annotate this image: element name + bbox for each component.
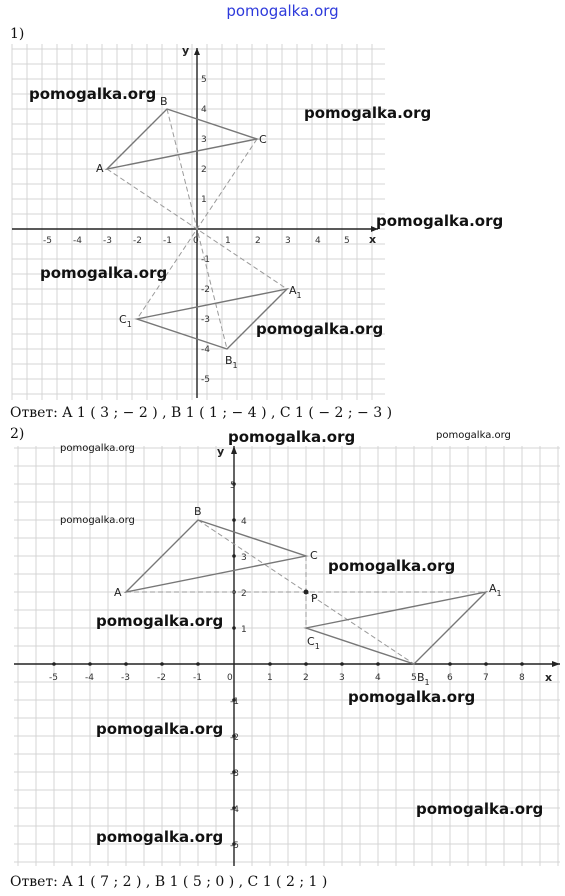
part2-x-tick-dot xyxy=(484,662,488,666)
part2-x-tick-dot xyxy=(304,662,308,666)
part2-x-tick-dot xyxy=(52,662,56,666)
part2-x-tick: 4 xyxy=(375,673,381,683)
part1-point-c1: $C_1$ xyxy=(119,313,132,329)
part2-diagram xyxy=(14,428,560,866)
part2-x-tick-dot xyxy=(376,662,380,666)
part2-y-tick: 1 xyxy=(241,625,247,635)
part1-number: 1) xyxy=(10,26,25,42)
part2-x-tick: 3 xyxy=(339,673,345,683)
part2-x-tick: 0 xyxy=(227,673,233,683)
part2-answer: Ответ: A 1 ( 7 ; 2 ) , B 1 ( 5 ; 0 ) , C 1 ( 2 ; 1 ) xyxy=(10,874,328,890)
part2-x-tick-dot xyxy=(268,662,272,666)
part1-watermark: pomogalka.org xyxy=(40,264,168,282)
part1-watermark: pomogalka.org xyxy=(256,320,384,338)
part2-watermark: pomogalka.org xyxy=(60,515,135,526)
part2-x-tick: 5 xyxy=(411,673,417,683)
part2-y-tick-dot xyxy=(232,626,236,630)
part2-watermark: pomogalka.org xyxy=(416,800,544,818)
part2-x-arrow xyxy=(552,661,560,667)
part2-y-tick: 3 xyxy=(241,553,247,563)
part2-x-tick-dot xyxy=(448,662,452,666)
part2-watermark: pomogalka.org xyxy=(96,720,224,738)
part1-y-tick: -1 xyxy=(201,255,210,265)
part2-y-tick: -5 xyxy=(230,841,239,851)
part1-x-tick: 4 xyxy=(315,236,321,246)
part2-x-tick-dot xyxy=(520,662,524,666)
part2-y-arrow xyxy=(231,446,237,454)
part2-point-c1: $C_1$ xyxy=(307,635,320,651)
part2-x-tick-dot xyxy=(196,662,200,666)
part1-point-b1: $B_1$ xyxy=(225,354,238,370)
part2-watermark: pomogalka.org xyxy=(228,428,356,446)
part1-x-tick: -1 xyxy=(163,236,172,246)
part1-y-tick: 2 xyxy=(201,165,207,175)
part2-x-tick: -2 xyxy=(157,673,166,683)
part2-y-tick: -4 xyxy=(230,805,239,815)
part2-watermark: pomogalka.org xyxy=(96,828,224,846)
part2-y-label: y xyxy=(217,445,225,458)
part2-x-tick: 7 xyxy=(483,673,489,683)
part1-x-tick: 1 xyxy=(225,236,231,246)
part1-point-a: A xyxy=(96,162,104,175)
part2-number: 2) xyxy=(10,426,25,442)
part1-point-a1: $A_1$ xyxy=(289,284,302,300)
part1-x-tick: -5 xyxy=(43,236,52,246)
part2-x-tick-dot xyxy=(124,662,128,666)
part1-y-tick: -4 xyxy=(201,345,210,355)
part2-watermark: pomogalka.org xyxy=(436,430,511,441)
part2-y-tick: 2 xyxy=(241,589,247,599)
part2-point-b: B xyxy=(194,505,202,518)
site-header[interactable]: pomogalka.org xyxy=(226,2,339,20)
part2-x-tick: 2 xyxy=(303,673,309,683)
part2-y-tick: 5 xyxy=(230,481,236,491)
part1-y-tick: 3 xyxy=(201,135,207,145)
part2-point-a: A xyxy=(114,586,122,599)
part1-point-b: B xyxy=(160,95,168,108)
part1-y-tick: -3 xyxy=(201,315,210,325)
part1-x-tick: 0 xyxy=(193,236,199,246)
part2-watermark: pomogalka.org xyxy=(60,443,135,454)
part1-y-label: y xyxy=(182,44,190,57)
part2-watermark: pomogalka.org xyxy=(348,688,476,706)
part1-x-tick: -4 xyxy=(73,236,82,246)
part1-y-tick: 1 xyxy=(201,195,207,205)
part2-point-p-marker xyxy=(304,590,309,595)
part2-x-tick-dot xyxy=(340,662,344,666)
part1-point-c: C xyxy=(259,133,267,146)
part1-x-tick: -3 xyxy=(103,236,112,246)
part1-x-tick: 5 xyxy=(344,236,350,246)
part1-x-tick: 3 xyxy=(285,236,291,246)
part2-y-tick: 4 xyxy=(241,517,247,527)
part2-y-tick: -3 xyxy=(230,769,239,779)
part1-watermark: pomogalka.org xyxy=(29,85,157,103)
part2-x-tick: -1 xyxy=(193,673,202,683)
part2-x-label: x xyxy=(545,671,553,684)
part2-point-p: P xyxy=(311,592,318,605)
part2-x-tick-dot xyxy=(160,662,164,666)
part1-y-tick: -5 xyxy=(201,375,210,385)
part2-point-c: C xyxy=(310,549,318,562)
part1-x-tick: -2 xyxy=(133,236,142,246)
part2-x-tick: 8 xyxy=(519,673,525,683)
part1-y-tick: -2 xyxy=(201,285,210,295)
part2-y-tick-dot xyxy=(232,518,236,522)
part2-point-b1: $B_1$ xyxy=(417,671,430,687)
part2-y-tick: -1 xyxy=(230,697,239,707)
part1-x-label: x xyxy=(369,233,377,246)
part2-watermark: pomogalka.org xyxy=(328,557,456,575)
part1-y-tick: 4 xyxy=(201,105,207,115)
part2-x-tick: -3 xyxy=(121,673,130,683)
part2-watermark: pomogalka.org xyxy=(96,612,224,630)
part2-y-tick: -2 xyxy=(230,733,239,743)
part1-diagram xyxy=(12,44,503,400)
part2-x-tick: -5 xyxy=(49,673,58,683)
part2-x-tick-dot xyxy=(88,662,92,666)
part1-watermark: pomogalka.org xyxy=(376,212,504,230)
part1-x-tick: 2 xyxy=(255,236,261,246)
part2-point-a1: $A_1$ xyxy=(489,582,502,598)
part1-answer: Ответ: A 1 ( 3 ; − 2 ) , B 1 ( 1 ; − 4 ) , C 1 ( − 2 ; − 3 ) xyxy=(10,405,393,421)
part2-x-tick: 6 xyxy=(447,673,453,683)
part2-x-tick: 1 xyxy=(267,673,273,683)
part1-y-tick: 5 xyxy=(201,75,207,85)
part1-watermark: pomogalka.org xyxy=(304,104,432,122)
part2-y-tick-dot xyxy=(232,554,236,558)
part2-x-tick: -4 xyxy=(85,673,94,683)
